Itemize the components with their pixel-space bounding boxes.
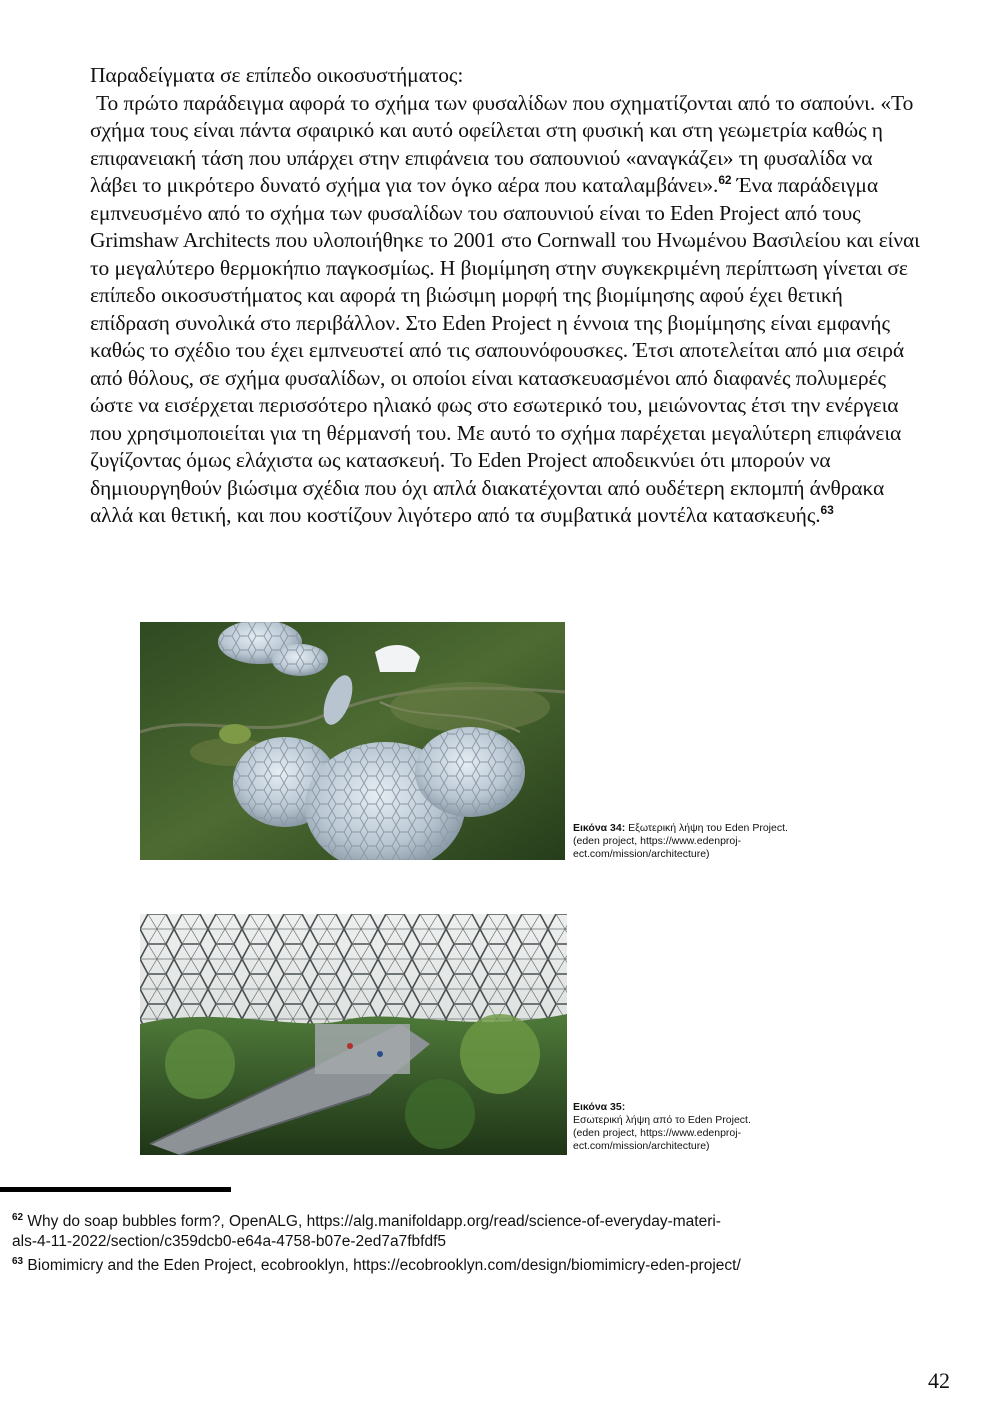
main-paragraph — [90, 90, 920, 530]
figure-34-image — [140, 622, 565, 860]
footnote-63-line1[interactable]: Biomimicry and the Eden Project, ecobrooklyn, https://ecobrooklyn.com/design/biomimicry-eden-project/ — [23, 1257, 741, 1275]
footnote-62-number: 62 — [12, 1212, 24, 1223]
section-heading: Παραδείγματα σε επίπεδο οικοσυστήματος: — [90, 63, 464, 87]
figure-35-caption — [573, 1101, 793, 1153]
figure-34-text: Εξωτερική λήψη του Eden Project. — [625, 822, 788, 834]
figure-35-image — [140, 914, 567, 1155]
footnote-ref-62[interactable]: 62 — [718, 172, 732, 187]
body-text — [90, 62, 920, 530]
paragraph-part-2: Ένα παράδειγμα εμπνευσμένο από το σχήμα των φυσαλίδων του σαπουνιού είναι το Eden Project από τους Grimshaw Architects που υλοποιήθηκε το 2001 στο Cornwall του Ηνωμένου Βασιλείου και είναι το μεγαλύτερο θερμοκήπιο παγκοσμίως. Η βιομίμηση στην συγκεκριμένη περίπτωση γίνεται σε επίπεδο οικοσυστήματος και αφορά τη βιώσιμη μορφή της βιομίμησης αφού έχει θετική επίδραση συνολικά στο περιβάλλον. Στο Eden Project η έννοια της βιομίμησης είναι εμφανής καθώς το σχέδιο του έχει εμπνευστεί από τις σαπουνόφουσκες. Έτσι αποτελείται από μια σειρά από θόλους, σε σχήμα φυσαλίδων, οι οποίοι είναι κατασκευασμένοι από διαφανές πολυμερές ώστε να εισέρχεται περισσότερο ηλιακό φως στο εσωτερικό του, μειώνοντας έτσι την ενέργεια που χρησιμοποιείται για τη θέρμανσή του. Με αυτό το σχήμα παρέχεται μεγαλύτερη επιφάνεια ζυγίζοντας όμως ελάχιστα ως κατασκευή. Το Eden Project αποδεικνύει ότι μπορούν να δημιουργηθούν βιώσιμα σχέδια που όχι απλά διακατέχονται από ουδέτερη εκπομπή άνθρακα αλλά και θετική, και που κοστίζουν λιγότερο από τα συμβατικά μοντέλα κατασκευής. — [90, 173, 920, 527]
figure-35-source-line1: (eden project, https://www.edenproj- — [573, 1127, 742, 1139]
figure-34-source-line2: ect.com/mission/architecture) — [573, 848, 710, 860]
footnote-62-line2[interactable]: als-4-11-2022/section/c359dcb0-e64a-4758-b07e-2ed7a7fbfdf5 — [12, 1233, 447, 1251]
figure-34-source-line1: (eden project, https://www.edenproj- — [573, 835, 742, 847]
figure-35-source-line2: ect.com/mission/architecture) — [573, 1140, 710, 1152]
footnote-ref-63[interactable]: 63 — [820, 502, 834, 517]
footnote-63-number: 63 — [12, 1256, 24, 1268]
figure-34-label: Εικόνα 34: — [573, 822, 626, 834]
footnote-62-line1[interactable]: Why do soap bubbles form?, OpenALG, https://alg.manifoldapp.org/read/science-of-everyday-materi- — [23, 1213, 721, 1231]
footnote-62 — [12, 1208, 972, 1252]
figure-35-label: Εικόνα 35: — [573, 1101, 626, 1113]
figure-34-caption — [573, 822, 793, 861]
paragraph-part-1: Το πρώτο παράδειγμα αφορά το σχήμα των φυσαλίδων που σχηματίζονται από το σαπούνι. «Το σχήμα τους είναι πάντα σφαιρικό και αυτό οφείλεται στη φυσική και στη γεωμετρία καθώς η επιφανειακή τάση που υπάρχει στην επιφάνεια του σαπουνιού «αναγκάζει» τη φυσαλίδα να λάβει το μικρότερο δυνατό σχήμα για τον όγκο αέρα που καταλαμβάνει». — [90, 90, 914, 197]
footnote-divider — [0, 1187, 231, 1192]
page-number: 42 — [928, 1368, 950, 1393]
footnote-63 — [12, 1252, 972, 1276]
footnotes — [12, 1208, 972, 1276]
figure-35-text: Εσωτερική λήψη από το Eden Project. — [573, 1114, 751, 1126]
